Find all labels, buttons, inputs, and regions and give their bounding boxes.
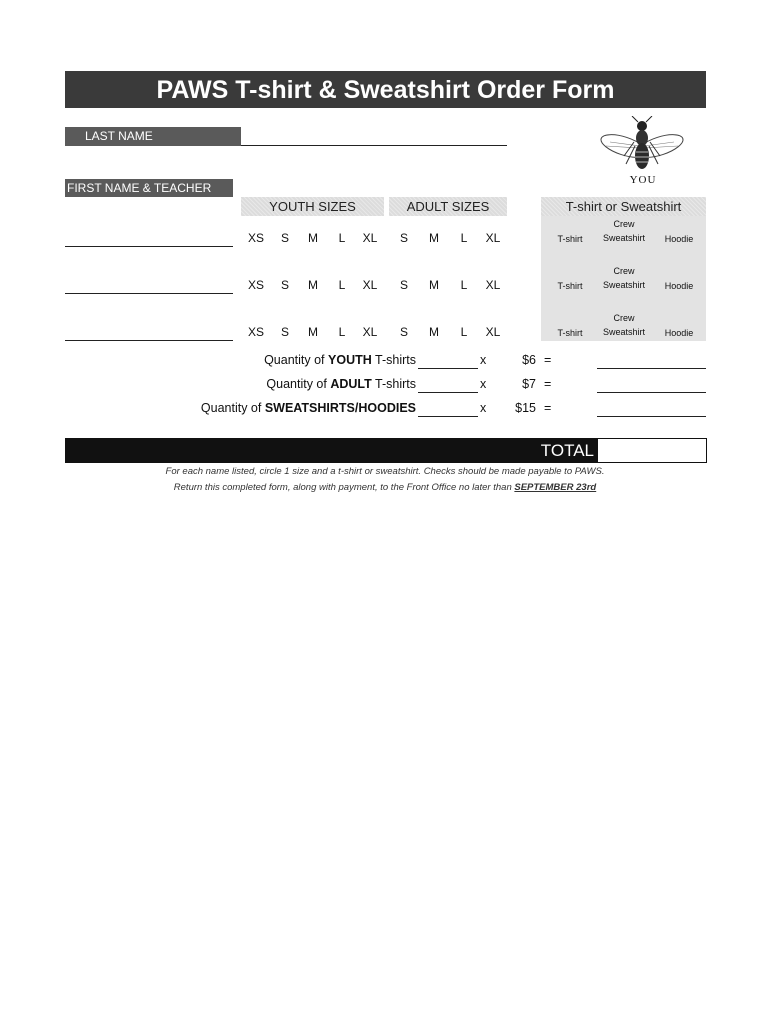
tshirt-option[interactable]: T-shirt bbox=[557, 281, 583, 291]
last-name-label: LAST NAME bbox=[65, 127, 241, 146]
equals-sign: = bbox=[544, 401, 552, 415]
adult-s-option[interactable]: S bbox=[399, 231, 408, 245]
adult-quantity-field[interactable] bbox=[418, 392, 478, 393]
instructions-line-2: Return this completed form, along with payment, to the Front Office no later than SEPTEMBER 23rd bbox=[173, 482, 597, 493]
adult-s-option[interactable]: S bbox=[399, 278, 408, 292]
adult-s-option[interactable]: S bbox=[399, 325, 408, 339]
youth-xs-option[interactable]: XS bbox=[247, 278, 264, 292]
hoodie-option[interactable]: Hoodie bbox=[664, 234, 694, 244]
equals-sign: = bbox=[544, 353, 552, 367]
youth-quantity-label: Quantity of YOUTH T-shirts bbox=[264, 353, 416, 367]
sweatshirt-quantity-field[interactable] bbox=[418, 416, 478, 417]
multiply-sign: x bbox=[480, 353, 487, 367]
multiply-sign: x bbox=[480, 401, 487, 415]
first-name-field-2[interactable] bbox=[65, 293, 233, 294]
adult-l-option[interactable]: L bbox=[460, 231, 468, 245]
youth-s-option[interactable]: S bbox=[280, 325, 289, 339]
youth-sizes-header: YOUTH SIZES bbox=[241, 197, 384, 216]
youth-l-option[interactable]: L bbox=[338, 231, 346, 245]
multiply-sign: x bbox=[480, 377, 487, 391]
youth-m-option[interactable]: M bbox=[308, 325, 318, 339]
last-name-field[interactable] bbox=[241, 145, 507, 146]
youth-l-option[interactable]: L bbox=[338, 325, 346, 339]
youth-price: $6 bbox=[522, 353, 536, 367]
form-title: PAWS T-shirt & Sweatshirt Order Form bbox=[65, 71, 706, 108]
youth-xs-option[interactable]: XS bbox=[247, 325, 264, 339]
adult-quantity-label: Quantity of ADULT T-shirts bbox=[266, 377, 416, 391]
youth-s-option[interactable]: S bbox=[280, 278, 289, 292]
hoodie-option[interactable]: Hoodie bbox=[664, 328, 694, 338]
crew-label[interactable]: Crew bbox=[613, 266, 635, 276]
youth-xs-option[interactable]: XS bbox=[247, 231, 264, 245]
deadline: SEPTEMBER 23rd bbox=[514, 482, 597, 493]
adult-xl-option[interactable]: XL bbox=[485, 231, 501, 245]
sweatshirt-option[interactable]: Sweatshirt bbox=[602, 280, 646, 290]
adult-subtotal-field[interactable] bbox=[597, 392, 706, 393]
youth-m-option[interactable]: M bbox=[308, 278, 318, 292]
first-name-field-3[interactable] bbox=[65, 340, 233, 341]
adult-xl-option[interactable]: XL bbox=[485, 278, 501, 292]
garment-type-header: T-shirt or Sweatshirt bbox=[541, 197, 706, 216]
sweatshirt-subtotal-field[interactable] bbox=[597, 416, 706, 417]
sweatshirt-option[interactable]: Sweatshirt bbox=[602, 233, 646, 243]
youth-l-option[interactable]: L bbox=[338, 278, 346, 292]
equals-sign: = bbox=[544, 377, 552, 391]
crew-label[interactable]: Crew bbox=[613, 219, 635, 229]
hoodie-option[interactable]: Hoodie bbox=[664, 281, 694, 291]
adult-l-option[interactable]: L bbox=[460, 325, 468, 339]
sweatshirt-quantity-label: Quantity of SWEATSHIRTS/HOODIES bbox=[200, 401, 416, 415]
total-field[interactable] bbox=[597, 438, 707, 463]
first-name-label: FIRST NAME & TEACHER bbox=[65, 179, 233, 197]
adult-price: $7 bbox=[522, 377, 536, 391]
adult-xl-option[interactable]: XL bbox=[485, 325, 501, 339]
adult-m-option[interactable]: M bbox=[429, 278, 439, 292]
youth-xl-option[interactable]: XL bbox=[362, 231, 378, 245]
youth-s-option[interactable]: S bbox=[280, 231, 289, 245]
sweatshirt-option[interactable]: Sweatshirt bbox=[602, 327, 646, 337]
total-label: TOTAL bbox=[540, 441, 594, 460]
youth-m-option[interactable]: M bbox=[308, 231, 318, 245]
sweatshirt-price: $15 bbox=[515, 401, 536, 415]
adult-m-option[interactable]: M bbox=[429, 231, 439, 245]
adult-sizes-header: ADULT SIZES bbox=[389, 197, 507, 216]
tshirt-option[interactable]: T-shirt bbox=[557, 234, 583, 244]
youth-quantity-field[interactable] bbox=[418, 368, 478, 369]
youth-xl-option[interactable]: XL bbox=[362, 278, 378, 292]
youth-subtotal-field[interactable] bbox=[597, 368, 706, 369]
tshirt-option[interactable]: T-shirt bbox=[557, 328, 583, 338]
adult-m-option[interactable]: M bbox=[429, 325, 439, 339]
instructions-line-1: For each name listed, circle 1 size and a t-shirt or sweatshirt. Checks should be made payable to PAWS. bbox=[165, 466, 605, 477]
logo-text: YOU bbox=[629, 174, 657, 186]
adult-l-option[interactable]: L bbox=[460, 278, 468, 292]
youth-xl-option[interactable]: XL bbox=[362, 325, 378, 339]
first-name-field-1[interactable] bbox=[65, 246, 233, 247]
crew-label[interactable]: Crew bbox=[613, 313, 635, 323]
